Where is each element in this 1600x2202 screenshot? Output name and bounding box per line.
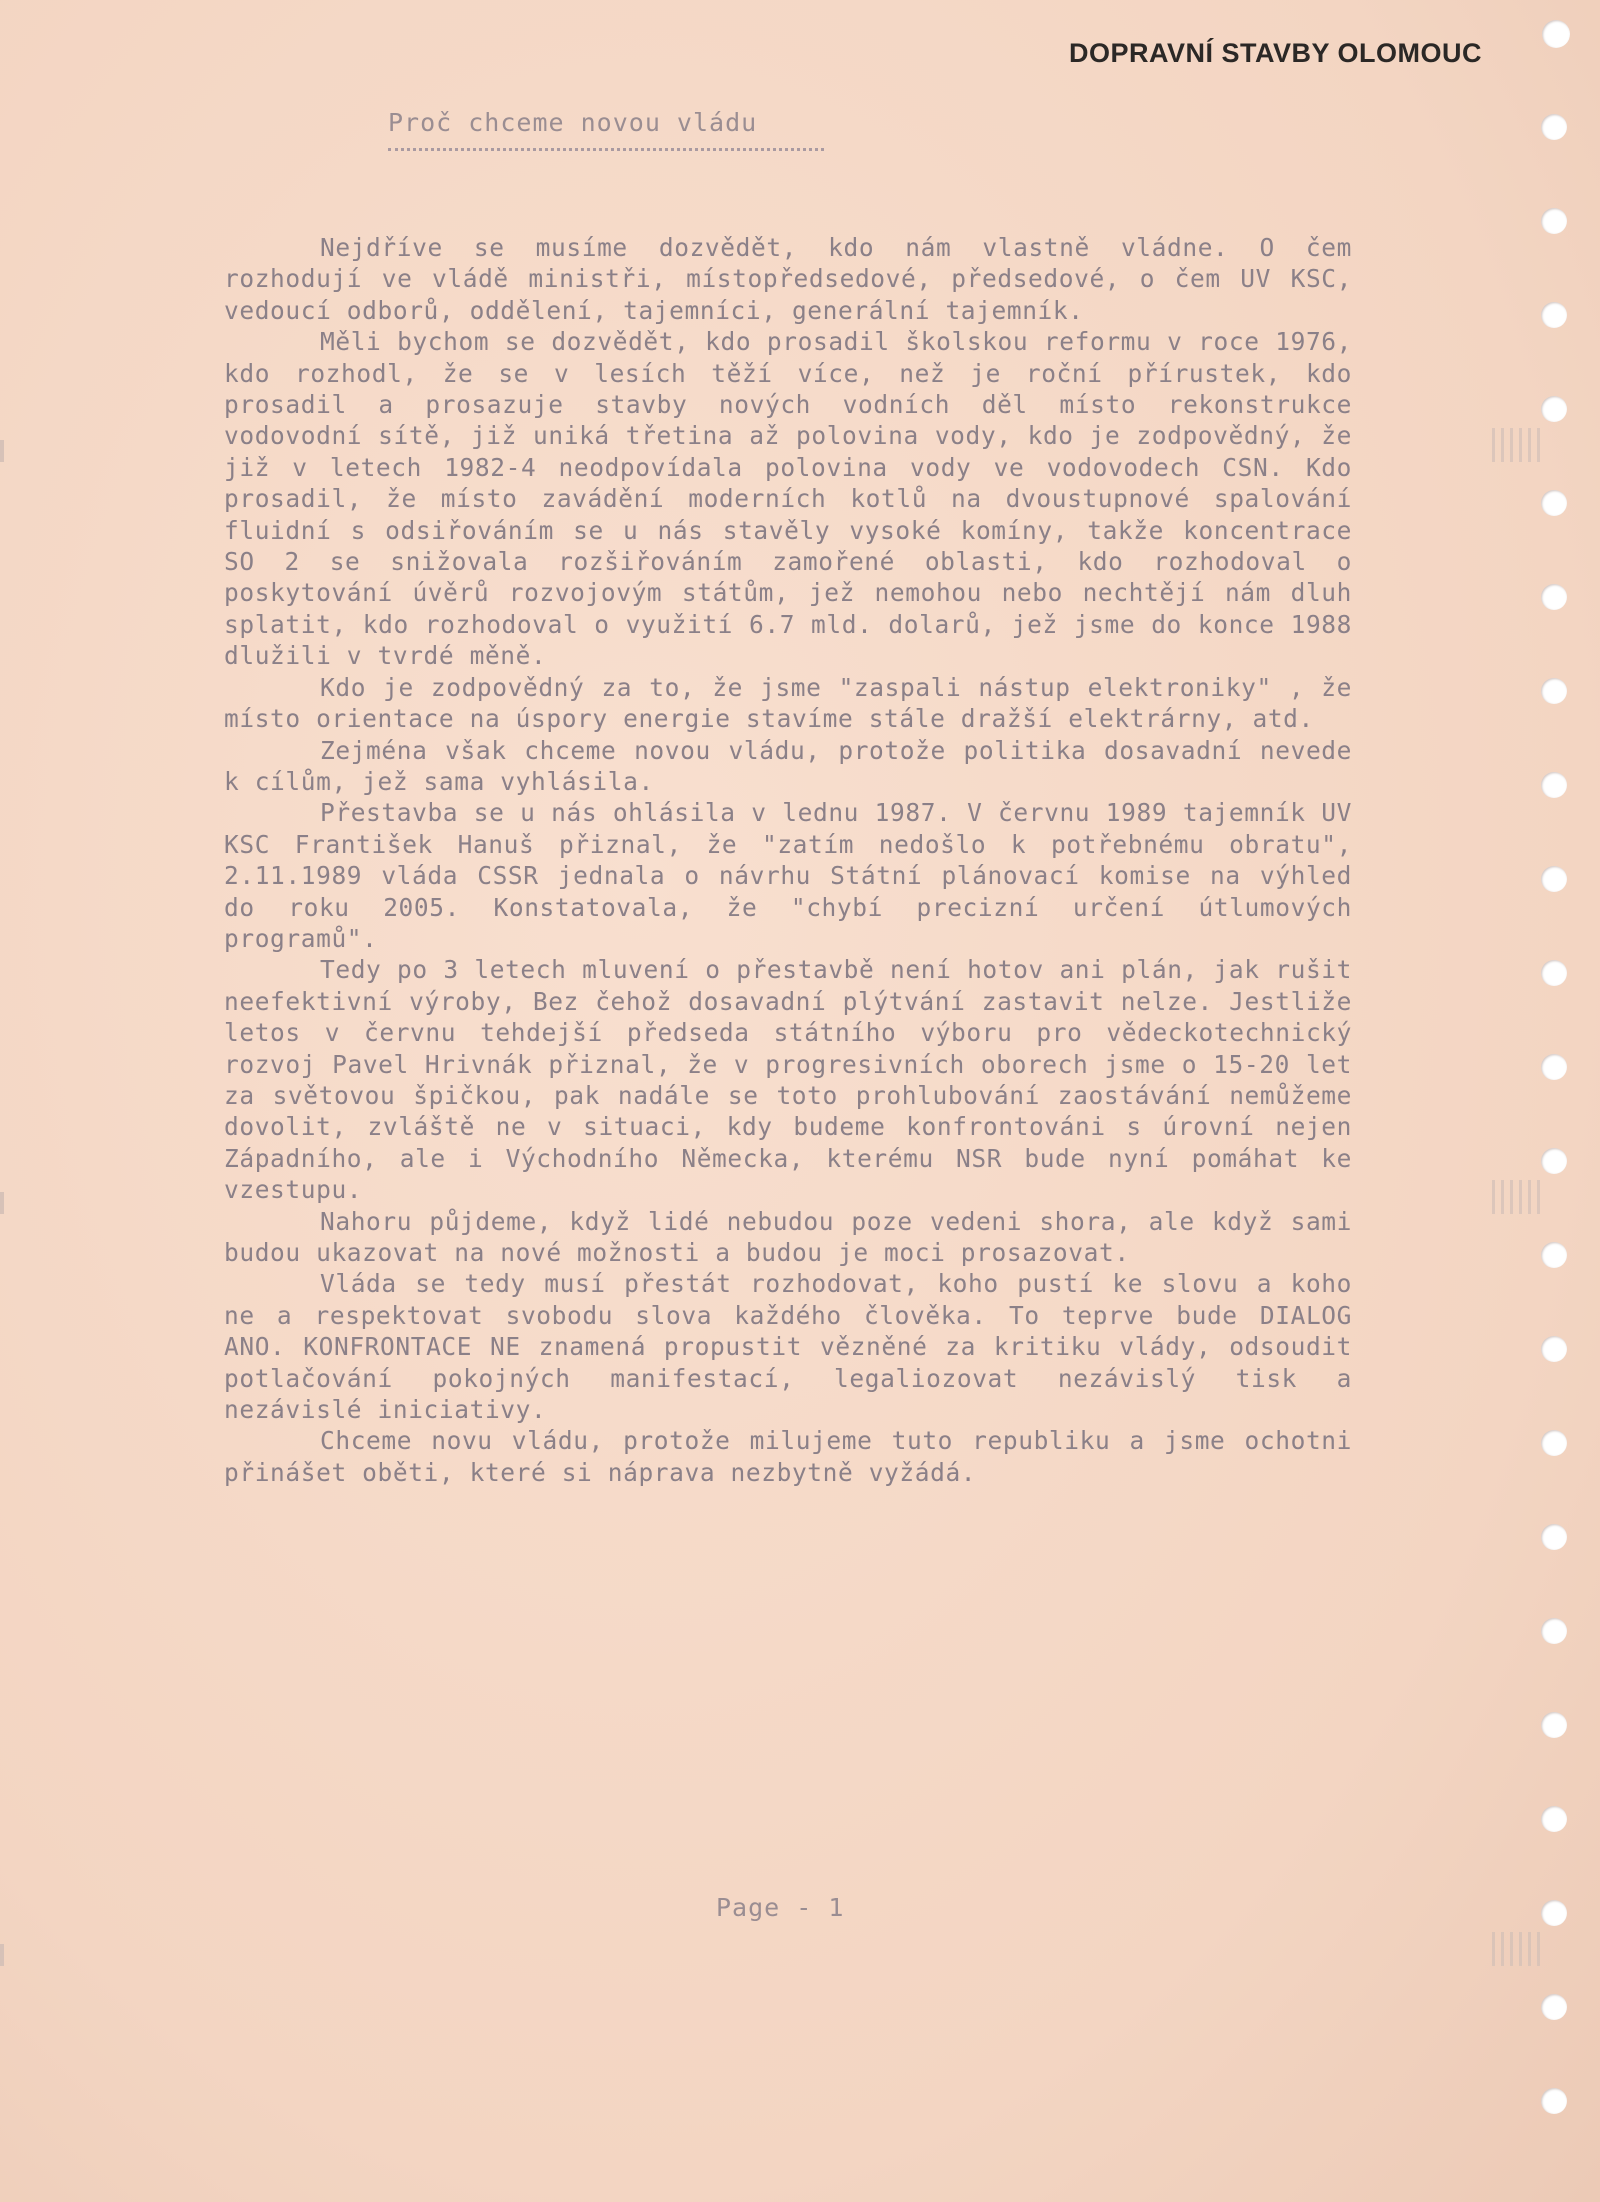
paragraph: Kdo je zodpovědný za to, že jsme "zaspali nástup elektroniky" , že místo orientace na úspory energie stavíme stále dražší elektrárny, atd.	[224, 672, 1352, 734]
edge-mark	[0, 1944, 4, 1966]
title-underline	[388, 148, 824, 151]
punch-hole	[1541, 960, 1567, 986]
punch-hole	[1541, 678, 1567, 704]
clip-impression	[1492, 1932, 1544, 1966]
punch-hole	[1541, 866, 1567, 892]
punch-hole	[1541, 1900, 1567, 1926]
document-title: Proč chceme novou vládu	[388, 108, 758, 137]
punch-hole	[1541, 1994, 1567, 2020]
punch-hole	[1541, 208, 1567, 234]
punch-hole	[1541, 1242, 1567, 1268]
paragraph: Chceme novu vládu, protože milujeme tuto republiku a jsme ochotni přinášet oběti, které si náprava nezbytně vyžádá.	[224, 1426, 1352, 1487]
paragraph: Nejdříve se musíme dozvědět, kdo nám vlastně vládne. O čem rozhodují ve vládě ministři, místopředsedové, předsedové, o čem UV KSC, vedoucí odborů, oddělení, tajemníci, generální tajemník.	[224, 233, 1352, 325]
punch-hole	[1541, 1430, 1567, 1456]
punch-hole	[1542, 20, 1570, 48]
company-header: DOPRAVNÍ STAVBY OLOMOUC	[1068, 38, 1482, 68]
punch-hole	[1541, 772, 1567, 798]
punch-hole	[1541, 114, 1567, 140]
punch-hole	[1541, 302, 1567, 328]
document-body	[224, 232, 1352, 1488]
paragraph: Přestavba se u nás ohlásila v lednu 1987. V červnu 1989 tajemník UV KSC František Hanuš přiznal, že "zatím nedošlo k potřebnému obratu", 2.11.1989 vláda CSSR jednala o návrhu Státní plánovací komise na výhled do roku 2005. Konstatovala, že "chybí precizní určení útlumových programů".	[224, 798, 1352, 953]
paragraph: Zejména však chceme novou vládu, protože politika dosavadní nevede k cílům, jež sama vyhlásila.	[224, 735, 1352, 796]
paragraph: Tedy po 3 letech mluvení o přestavbě není hotov ani plán, jak rušit neefektivní výroby, Bez čehož dosavadní plýtvání zastavit nelze. Jestliže letos v červnu tehdejší předseda státního výboru pro vědeckotechnický rozvoj Pavel Hrivnák přiznal, že v progresivních oborech jsme o 15-20 let za světovou špičkou, pak nadále se toto prohlubování zaostávání nemůžeme dovolit, zvláště ne v situaci, kdy budeme konfrontováni s úrovní nejen Západního, ale i Východního Německa, kterému NSR bude nyní pomáhat ke vzestupu.	[224, 955, 1352, 1205]
punch-hole	[1541, 1148, 1567, 1174]
punch-hole	[1541, 584, 1567, 610]
paragraph: Měli bychom se dozvědět, kdo prosadil školskou reformu v roce 1976, kdo rozhodl, že se v lesích těží více, než je roční přírustek, kdo prosadil a prosazuje stavby nových vodních děl místo rekonstrukce vodovodní sítě, již uniká třetina až polovina vody, kdo je zodpovědný, že již v letech 1982-4 neodpovídala polovina vody ve vodovodech CSN. Kdo prosadil, že místo zavádění moderních kotlů na dvoustupnové spalování fluidní s odsiřováním se u nás stavěly vysoké komíny, takže koncentrace SO 2 se snižovala rozšiřováním zamořené oblasti, kdo rozhodoval o poskytování úvěrů rozvojovým státům, jež nemohou nebo nechtějí nám dluh splatit, kdo rozhodoval o využití 6.7 mld. dolarů, jež jsme do konce 1988 dlužili v tvrdé měně.	[224, 327, 1352, 671]
punch-hole	[1541, 1712, 1567, 1738]
edge-mark	[0, 440, 4, 462]
clip-impression	[1492, 428, 1544, 462]
punch-hole	[1541, 1806, 1567, 1832]
punch-hole	[1541, 396, 1567, 422]
punch-hole	[1541, 1524, 1567, 1550]
punch-hole	[1541, 1054, 1567, 1080]
page-number: Page - 1	[716, 1893, 845, 1922]
punch-hole	[1541, 1336, 1567, 1362]
paragraph: Nahoru půjdeme, když lidé nebudou poze vedeni shora, ale když sami budou ukazovat na nové možnosti a budou je moci prosazovat.	[224, 1206, 1352, 1267]
edge-mark	[0, 1192, 4, 1214]
punch-hole	[1541, 490, 1567, 516]
punch-hole	[1541, 2088, 1567, 2114]
clip-impression	[1492, 1180, 1544, 1214]
paragraph: Vláda se tedy musí přestát rozhodovat, koho pustí ke slovu a koho ne a respektovat svobodu slova každého člověka. To teprve bude DIALOG ANO. KONFRONTACE NE znamená propustit vězněné za kritiku vlády, odsoudit potlačování pokojných manifestací, legaliozovat nezávislý tisk a nezávislé iniciativy.	[224, 1269, 1352, 1425]
punch-hole	[1541, 1618, 1567, 1644]
